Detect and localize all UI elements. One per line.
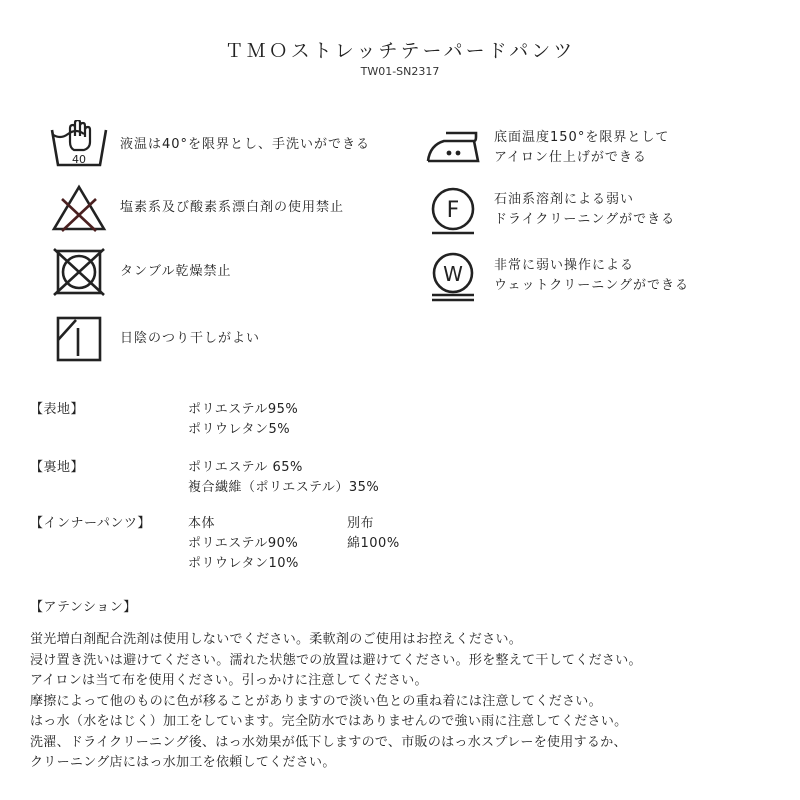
care-item-iron	[422, 123, 669, 173]
care-item-wet-clean	[422, 247, 689, 305]
composition-line: ポリエステル90%	[188, 536, 299, 551]
care-text-line: 底面温度150°を限界として	[494, 130, 670, 145]
care-item-line-dry-shade	[48, 314, 260, 364]
attention-line: 蛍光増白剤配合洗剤は使用しないでください。柔軟剤のご使用はお控えください。	[30, 632, 523, 647]
lining-composition	[188, 458, 379, 498]
iron-150-icon	[422, 123, 484, 173]
attention-line: 浸け置き洗いは避けてください。濡れた状態での放置は避けてください。形を整えて干してください。	[30, 652, 642, 668]
attention-line: 洗濯、ドライクリーニング後、はっ水効果が低下しますので、市販のはっ水スプレーを使用するか、	[30, 734, 627, 750]
care-text-line: ドライクリーニングができる	[494, 212, 676, 227]
no-tumble-dry-icon	[48, 247, 110, 297]
inner-pants-label: 【インナーパンツ】	[30, 516, 151, 531]
composition-line: ポリウレタン5%	[188, 422, 291, 437]
outer-fabric-composition	[188, 400, 298, 440]
svg-text:F: F	[446, 198, 460, 223]
hand-wash-40-icon	[48, 120, 110, 170]
composition-line: ポリエステル95%	[188, 402, 299, 417]
product-name: ＴＭＯストレッチテーパードパンツ	[224, 40, 576, 62]
attention-line: クリーニング店にはっ水加工を依頼してください。	[30, 755, 336, 770]
no-bleach-icon	[48, 183, 110, 233]
care-text-line: 非常に弱い操作による	[494, 258, 635, 273]
dry-clean-f-icon	[422, 185, 484, 235]
line-dry-shade-icon	[48, 314, 110, 364]
lining-label: 【裏地】	[30, 460, 85, 475]
care-item-no-bleach	[48, 183, 344, 233]
svg-text:W: W	[443, 262, 463, 286]
care-text-line: 石油系溶剤による弱い	[494, 192, 635, 207]
care-item-dry-clean	[422, 185, 675, 235]
attention-line: 摩擦によって他のものに色が移ることがありますので淡い色との重ね着には注意してください。	[30, 693, 602, 709]
wet-clean-w-icon	[422, 247, 484, 305]
care-text-line: アイロン仕上げができる	[494, 150, 647, 165]
composition-line: 綿100%	[347, 536, 400, 551]
care-item-no-tumble-dry	[48, 247, 231, 297]
attention-line: はっ水（水をはじく）加工をしています。完全防水ではありませんので強い雨に注意してください。	[30, 714, 628, 729]
outer-fabric-label: 【表地】	[30, 402, 85, 417]
care-text-line: ウェットクリーニングができる	[494, 278, 689, 293]
composition-header: 別布	[347, 516, 375, 531]
attention-notes	[30, 630, 642, 774]
care-text: 日陰のつり干しがよい	[120, 331, 261, 346]
composition-line: ポリエステル 65%	[188, 460, 303, 475]
svg-text:40: 40	[72, 153, 86, 166]
care-text: 塩素系及び酸素系漂白剤の使用禁止	[120, 200, 345, 215]
care-item-hand-wash	[48, 120, 370, 170]
inner-pants-other-composition	[347, 514, 400, 554]
inner-pants-body-composition	[188, 514, 299, 574]
composition-line: ポリウレタン10%	[188, 556, 299, 571]
product-code: TW01-SN2317	[360, 65, 440, 78]
care-text: タンブル乾燥禁止	[120, 264, 232, 279]
composition-line: 複合繊維（ポリエステル）35%	[188, 480, 380, 495]
attention-label: 【アテンション】	[30, 600, 137, 615]
care-text: 液温は40°を限界とし、手洗いができる	[120, 137, 371, 152]
attention-line: アイロンは当て布を使用ください。引っかけに注意してください。	[30, 673, 428, 688]
composition-header: 本体	[188, 516, 216, 531]
